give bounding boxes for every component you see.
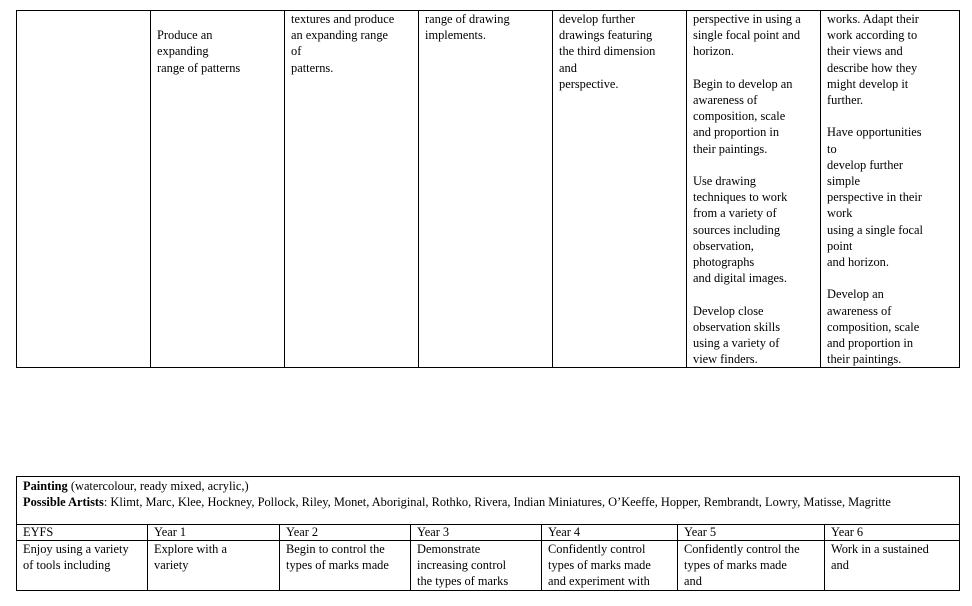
table-cell — [542, 541, 678, 591]
painting-label: Painting — [23, 479, 68, 493]
cell-text: Explore with a variety — [154, 542, 227, 573]
painting-curriculum-table — [16, 476, 960, 591]
year-label: Year 3 — [417, 525, 450, 539]
table-cell — [553, 11, 687, 368]
year-header-row — [17, 525, 960, 541]
table-row — [17, 541, 960, 591]
year-header-cell — [411, 525, 542, 541]
painting-header — [17, 477, 959, 510]
year-label: Year 4 — [548, 525, 581, 539]
year-label: Year 6 — [831, 525, 864, 539]
year-header-cell — [280, 525, 411, 541]
possible-artists-list: : Klimt, Marc, Klee, Hockney, Pollock, Riley, Monet, Aboriginal, Rothko, Rivera, Indian Miniatures, O’Keeffe, Hopper, Rembrandt, Lowry, Matisse, Magritte — [103, 495, 891, 510]
cell-text: perspective in using a single focal point and horizon. Begin to develop an awareness of composition, scale and proportion in their paintings. Use drawing techniques to work from a variety of sources including observation, photographs and digital images. Develop close observation skills using a variety of view finders. — [693, 12, 801, 367]
possible-artists-label: Possible Artists — [23, 495, 104, 510]
table-cell — [687, 11, 821, 368]
upper-curriculum-table — [16, 10, 960, 368]
table-cell — [148, 541, 280, 591]
year-label: Year 2 — [286, 525, 319, 539]
cell-text: Begin to control the types of marks made — [286, 542, 389, 573]
table-cell — [17, 11, 151, 368]
painting-detail: (watercolour, ready mixed, acrylic,) — [67, 479, 249, 493]
table-cell — [151, 11, 285, 368]
year-label: Year 1 — [154, 525, 187, 539]
table-cell — [285, 11, 419, 368]
table-cell — [419, 11, 553, 368]
cell-text: works. Adapt their work according to their views and describe how they might develop it further. Have opportunities to develop further simple perspective in their work using a single focal point and horizon. Develop an awareness of composition, scale and proportion in their paintings. — [827, 12, 924, 367]
table-header-row — [17, 477, 960, 525]
painting-header-cell — [17, 477, 960, 525]
table-cell — [280, 541, 411, 591]
year-label: Year 5 — [684, 525, 717, 539]
year-header-cell — [542, 525, 678, 541]
cell-text: Enjoy using a variety of tools including — [23, 542, 129, 573]
cell-text: Demonstrate increasing control the types of marks — [417, 542, 509, 589]
cell-text: range of drawing implements. — [425, 12, 510, 43]
table-row — [17, 11, 960, 368]
cell-text: develop further drawings featuring the third dimension and perspective. — [559, 12, 656, 91]
year-header-cell — [825, 525, 960, 541]
table-cell — [411, 541, 542, 591]
year-header-cell — [678, 525, 825, 541]
table-cell — [678, 541, 825, 591]
cell-text: Confidently control types of marks made and experiment with — [548, 542, 651, 589]
table-cell — [17, 541, 148, 591]
cell-text: Work in a sustained and — [831, 542, 929, 573]
table-cell — [821, 11, 960, 368]
cell-text: Confidently control the types of marks made and — [684, 542, 800, 589]
year-header-cell — [17, 525, 148, 541]
cell-text: textures and produce an expanding range of patterns. — [291, 12, 395, 75]
year-label: EYFS — [23, 525, 54, 539]
table-cell — [825, 541, 960, 591]
year-header-cell — [148, 525, 280, 541]
cell-text: Produce an expanding range of patterns — [157, 28, 241, 75]
